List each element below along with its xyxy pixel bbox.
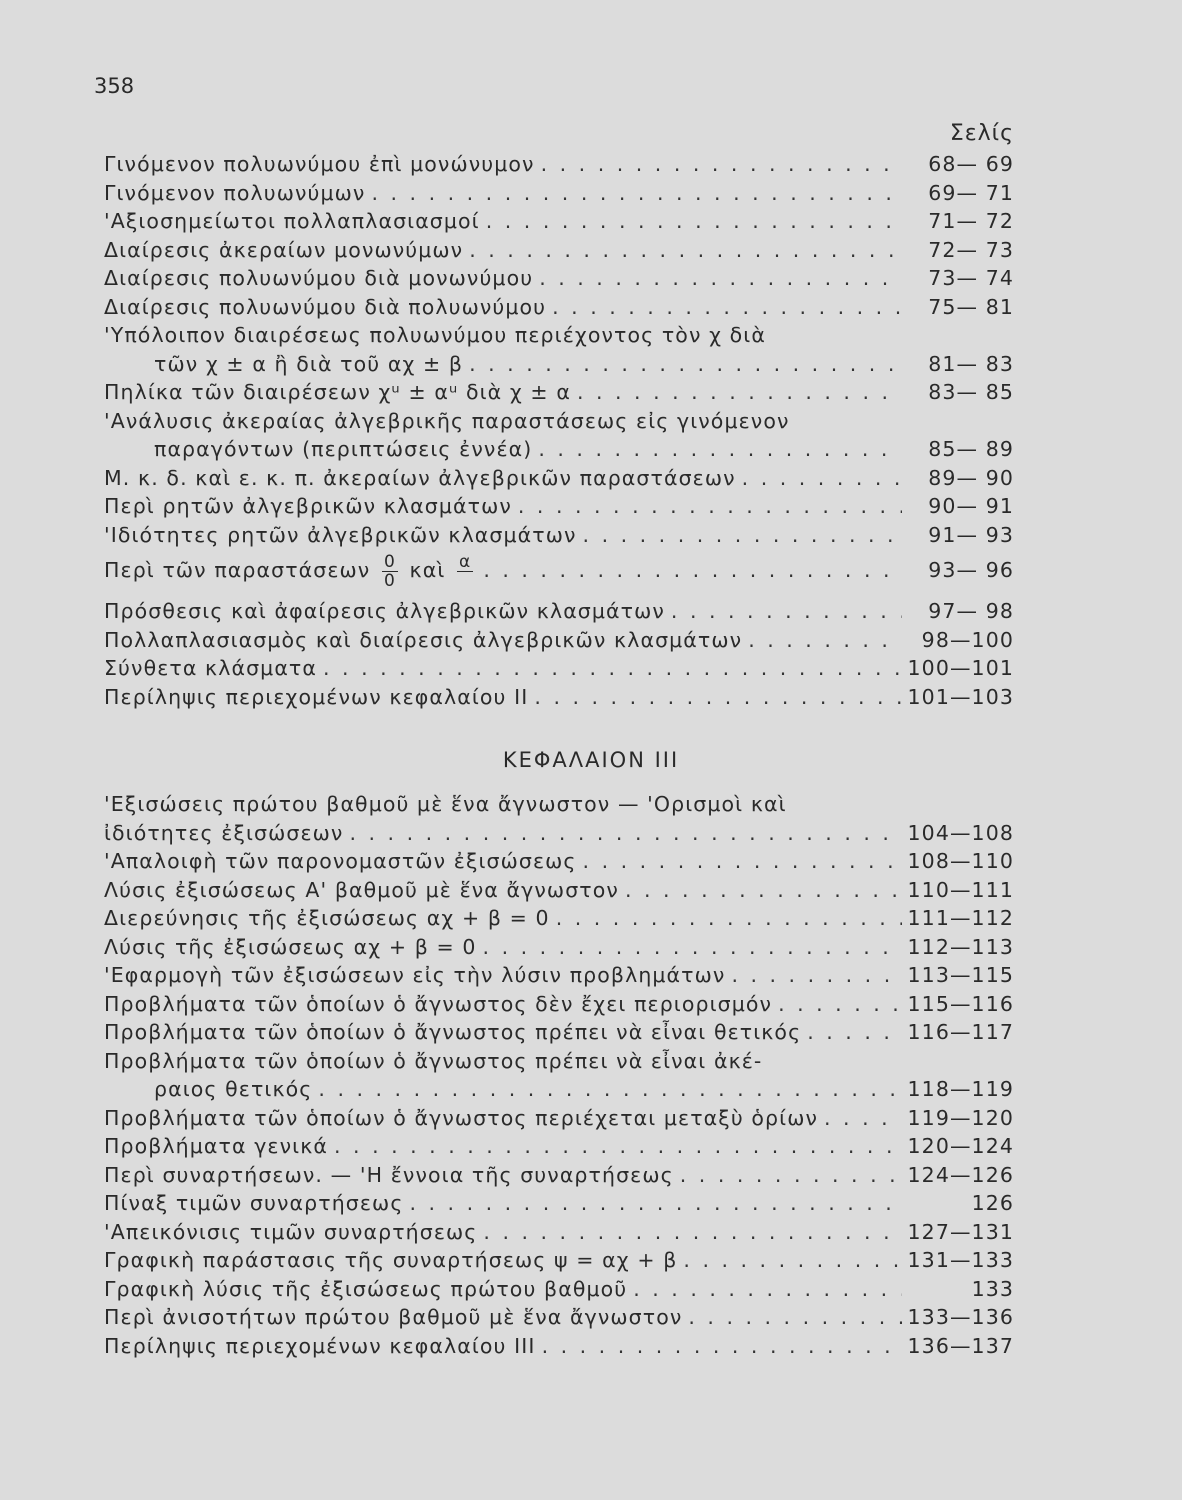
leader-dots: [477, 549, 902, 591]
entry-pages: 90— 91: [928, 494, 1014, 518]
entry-title: Γινόμενον πολυωνύμων: [104, 180, 366, 205]
fraction-denominator: [457, 572, 473, 590]
entry-pages: 68— 69: [928, 152, 1014, 176]
entry-pages: 69— 71: [928, 180, 1014, 205]
entry-pages: 111—112: [907, 906, 1014, 930]
entry-pages: 104—108: [907, 820, 1014, 845]
toc-entry: [104, 1218, 1014, 1247]
leader-dots: [403, 1189, 902, 1218]
toc-entry: [104, 521, 1014, 550]
leader-dots: [365, 179, 902, 208]
entry-title: Λύσις τῆς ἐξισώσεως αχ + β = 0: [104, 934, 477, 959]
entry-pages: 85— 89: [928, 437, 1014, 461]
toc-entry: [104, 876, 1014, 905]
entry-pages: 113—115: [907, 963, 1014, 987]
conjunction: καὶ: [409, 558, 446, 582]
leader-dots: [532, 435, 902, 464]
entry-title: Διερεύνησις τῆς ἐξισώσεως αχ + β = 0: [104, 906, 550, 930]
entry-title: Περὶ ἀνισοτήτων πρώτου βαθμοῦ μὲ ἕνα ἄγνωστον: [104, 1305, 683, 1329]
toc-entry-first-line: [104, 321, 1014, 350]
leader-dots: [677, 1246, 902, 1275]
entry-pages: 120—124: [907, 1134, 1014, 1158]
leader-dots: [536, 1332, 902, 1361]
entry-title: Γραφικὴ παράστασις τῆς συναρτήσεως ψ = αχ + β: [104, 1248, 678, 1272]
entry-pages: 93— 96: [928, 558, 1014, 582]
leader-dots: [533, 264, 902, 293]
entry-pages: 124—126: [907, 1162, 1014, 1187]
leader-dots: [665, 597, 902, 626]
toc-entry: [104, 1189, 1014, 1218]
leader-dots: [818, 1104, 902, 1133]
entry-title: Διαίρεσις πολυωνύμου διὰ πολυωνύμου: [104, 294, 547, 319]
entry-title: 'Υπόλοιπον διαιρέσεως πολυωνύμου περιέχοντος τὸν χ διὰ: [104, 323, 766, 347]
entry-pages: 115—116: [907, 991, 1014, 1016]
entry-pages: 136—137: [907, 1333, 1014, 1358]
entry-title: ἰδιότητες ἐξισώσεων: [104, 820, 344, 845]
toc-entry: [104, 904, 1014, 933]
entry-title: Πρόσθεσις καὶ ἀφαίρεσις ἀλγεβρικῶν κλασμάτων: [104, 599, 665, 623]
toc-entry-first-line: [104, 407, 1014, 436]
entry-pages: 83— 85: [928, 380, 1014, 404]
column-header: Σελίς: [949, 121, 1014, 146]
entry-pages: 98—100: [921, 627, 1014, 652]
entry-title: 'Εξισώσεις πρώτου βαθμοῦ μὲ ἕνα ἄγνωστον — 'Ορισμοὶ καὶ: [104, 792, 787, 816]
leader-dots: [528, 683, 902, 712]
entry-pages: 71— 72: [928, 209, 1014, 233]
toc-entry: [104, 1275, 1014, 1304]
toc-entry: [104, 847, 1014, 876]
toc-entry: [104, 1246, 1014, 1275]
leader-dots: [328, 1132, 902, 1161]
entry-title: Πηλίκα τῶν διαιρέσεων χᵘ ± αᵘ διὰ χ ± α: [104, 380, 571, 404]
toc-entry: [104, 150, 1014, 179]
entry-title: Προβλήματα τῶν ὁποίων ὁ ἄγνωστος περιέχεται μεταξὺ ὁρίων: [104, 1105, 819, 1130]
entry-pages: 100—101: [907, 656, 1014, 680]
leader-dots: [577, 521, 902, 550]
entry-pages: 101—103: [907, 684, 1014, 709]
leader-dots: [343, 819, 902, 848]
toc-entry: [104, 1303, 1014, 1332]
leader-dots: [736, 464, 902, 493]
toc-entry: [104, 492, 1014, 521]
toc-entry: [104, 264, 1014, 293]
fraction-denominator: 0: [383, 570, 396, 591]
entry-title: παραγόντων (περιπτώσεις ἐννέα): [154, 437, 533, 461]
entry-title: 'Απαλοιφὴ τῶν παρονομαστῶν ἐξισώσεως: [104, 849, 577, 873]
leader-dots: [317, 654, 902, 683]
entry-title: Προβλήματα τῶν ὁποίων ὁ ἄγνωστος πρέπει νὰ εἶναι θετικός: [104, 1020, 802, 1044]
fraction-zero-over-zero: [382, 553, 398, 590]
toc-entry: [104, 683, 1014, 712]
toc-entry: [104, 933, 1014, 962]
entry-title: 'Ανάλυσις ἀκεραίας ἀλγεβρικῆς παραστάσεως εἰς γινόμενον: [104, 408, 790, 433]
toc-entry: [104, 990, 1014, 1019]
entry-title: Λύσις ἐξισώσεως Α' βαθμοῦ μὲ ἕνα ἄγνωστον: [104, 877, 619, 902]
page-number: 358: [94, 74, 135, 98]
leader-dots: [742, 626, 902, 655]
toc-entry: [104, 1332, 1014, 1361]
toc-entry-continuation: [104, 1075, 1014, 1104]
entry-pages: 118—119: [907, 1077, 1014, 1101]
entry-title: 'Εφαρμογὴ τῶν ἐξισώσεων εἰς τὴν λύσιν προβλημάτων: [104, 963, 726, 987]
entry-pages: 75— 81: [928, 294, 1014, 319]
entry-pages: 133: [971, 1276, 1014, 1301]
entry-title: Πίναξ τιμῶν συναρτήσεως: [104, 1191, 404, 1215]
leader-dots: [772, 990, 902, 1019]
entry-title: ραιος θετικός: [154, 1077, 313, 1101]
entry-title: 'Αξιοσημείωτοι πολλαπλασιασμοί: [104, 209, 480, 233]
toc-entry: [104, 1161, 1014, 1190]
entry-pages: 81— 83: [928, 351, 1014, 376]
fraction-numerator: α: [459, 551, 472, 572]
entry-pages: 97— 98: [928, 599, 1014, 623]
entry-title: Σύνθετα κλάσματα: [104, 656, 317, 680]
toc-entry: [104, 464, 1014, 493]
entry-title: Γινόμενον πολυωνύμου ἐπὶ μονώνυμον: [104, 152, 535, 176]
toc-entry: [104, 654, 1014, 683]
fraction-alpha-over-zero: [457, 553, 473, 590]
entry-pages: 126: [971, 1191, 1014, 1215]
leader-dots: [577, 847, 902, 876]
entry-pages: 108—110: [907, 849, 1014, 873]
leader-dots: [725, 961, 902, 990]
leader-dots: [480, 207, 902, 236]
entry-pages: 72— 73: [928, 237, 1014, 262]
toc-entry: [104, 549, 1014, 597]
entry-pages: 110—111: [907, 877, 1014, 902]
leader-dots: [477, 933, 902, 962]
entry-title: Διαίρεσις πολυωνύμου διὰ μονωνύμου: [104, 266, 534, 290]
leader-dots: [477, 1218, 902, 1247]
entry-pages: 116—117: [907, 1020, 1014, 1044]
entry-title: [104, 549, 477, 591]
toc-entry: [104, 626, 1014, 655]
entry-title-text: Περὶ τῶν παραστάσεων: [104, 558, 371, 582]
toc-entry: [104, 1018, 1014, 1047]
toc-entry: [104, 236, 1014, 265]
toc-entry-continuation: [104, 435, 1014, 464]
entry-title: Πολλαπλασιασμὸς καὶ διαίρεσις ἀλγεβρικῶν κλασμάτων: [104, 627, 743, 652]
leader-dots: [463, 236, 902, 265]
entry-pages: 127—131: [907, 1219, 1014, 1244]
toc-entry-continuation: [104, 350, 1014, 379]
leader-dots: [674, 1161, 902, 1190]
leader-dots: [619, 876, 902, 905]
entry-title: Περίληψις περιεχομένων κεφαλαίου II: [104, 684, 529, 709]
toc-entry-first-line: [104, 790, 1014, 819]
leader-dots: [801, 1018, 902, 1047]
entry-title: Περὶ ρητῶν ἀλγεβρικῶν κλασμάτων: [104, 494, 512, 518]
toc-section-2: [104, 790, 1014, 1360]
entry-title: Περὶ συναρτήσεων. — 'Η ἔννοια τῆς συναρτήσεως: [104, 1162, 674, 1187]
fraction-numerator: 0: [383, 551, 396, 572]
leader-dots: [463, 350, 902, 379]
entry-pages: 89— 90: [928, 465, 1014, 490]
toc-entry: [104, 597, 1014, 626]
entry-pages: 73— 74: [928, 266, 1014, 290]
toc-entry: [104, 207, 1014, 236]
entry-title: Γραφικὴ λύσις τῆς ἐξισώσεως πρώτου βαθμοῦ: [104, 1276, 628, 1301]
entry-title: Προβλήματα τῶν ὁποίων ὁ ἄγνωστος πρέπει νὰ εἶναι ἀκέ-: [104, 1048, 763, 1073]
leader-dots: [682, 1303, 902, 1332]
leader-dots: [546, 293, 902, 322]
entry-title: τῶν χ ± α ἢ διὰ τοῦ αχ ± β: [154, 351, 464, 376]
leader-dots: [512, 492, 902, 521]
entry-title: 'Απεικόνισις τιμῶν συναρτήσεως: [104, 1219, 478, 1244]
leader-dots: [535, 150, 902, 179]
toc-entry: [104, 378, 1014, 407]
chapter-heading: ΚΕΦΑΛΑΙΟΝ III: [502, 748, 680, 772]
leader-dots: [312, 1075, 902, 1104]
entry-pages: 112—113: [907, 934, 1014, 959]
entry-pages: 131—133: [907, 1248, 1014, 1272]
entry-title: Προβλήματα τῶν ὁποίων ὁ ἄγνωστος δὲν ἔχει περιορισμόν: [104, 991, 773, 1016]
entry-title: Περίληψις περιεχομένων κεφαλαίου III: [104, 1333, 536, 1358]
entry-pages: 119—120: [907, 1105, 1014, 1130]
entry-title: Μ. κ. δ. καὶ ε. κ. π. ἀκεραίων ἀλγεβρικῶν παραστάσεων: [104, 465, 736, 490]
entry-title: 'Ιδιότητες ρητῶν ἀλγεβρικῶν κλασμάτων: [104, 522, 577, 547]
toc-entry: [104, 1132, 1014, 1161]
entry-title: Προβλήματα γενικά: [104, 1134, 329, 1158]
leader-dots: [627, 1275, 902, 1304]
toc-entry: [104, 1104, 1014, 1133]
leader-dots: [571, 378, 902, 407]
toc-entry-first-line: [104, 1047, 1014, 1076]
toc-entry: [104, 179, 1014, 208]
toc-entry-continuation: [104, 819, 1014, 848]
toc-entry: [104, 961, 1014, 990]
entry-pages: 133—136: [907, 1305, 1014, 1329]
entry-pages: 91— 93: [928, 522, 1014, 547]
leader-dots: [550, 904, 902, 933]
toc-entry: [104, 293, 1014, 322]
toc-section-1: [104, 118, 1014, 711]
entry-title: Διαίρεσις ἀκεραίων μονωνύμων: [104, 237, 464, 262]
